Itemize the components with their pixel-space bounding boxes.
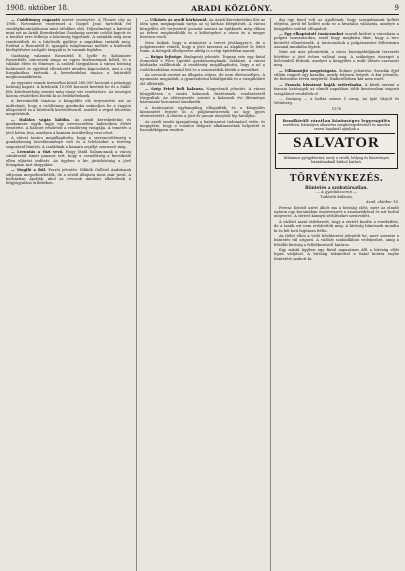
section-subtitle: Büntetés a szobatársatlan. xyxy=(305,184,368,190)
article-text: Nem tudjuk, hogy a miniszter a tervet jóváhagyta-e, de a polgármester reméli, hogy a jövő tavaszra az alapkövet le lehet tenni. A betegek elhelyezése addig is a régi épületben marad. xyxy=(140,40,265,54)
article-text: A határozatot egyhangúlag elfogadták, és a közgyűlés köszönetét fejezte ki a polgármesternek az ügy gyors elintézéséért. A döntés a jövő év január elsejétől lép hatályba. xyxy=(140,105,265,119)
section-dateline: Arad, október 16. xyxy=(366,200,399,205)
article-text: szorult kedvet a városháza a polgári szavazásokra, ezzel hogy megbízta őket, hogy a terv kivitelét ellenőrizzék. A tanácsnokok a polgármester felhívására azonnal munkába léptek. xyxy=(274,32,399,50)
columns xyxy=(6,18,399,571)
article-paragraph xyxy=(274,220,399,233)
ad-bottom-text: lithiumos gyógyforrást, mely a vesék, hólyag és köszvényes bántalmaknál kitűnő hatású. xyxy=(283,156,390,165)
article-text: Gazdaság valamint Rosenfeld E. lpcfle és Kohiniszer Rosenfeldt, nincsenek maga az egyes közlemények kőből, és a vállalat élete és élménye. A szóbeli tárgyaláson a városi bíróság határozott és egyúttal ellenőrzött minden kapcsolatot, ami a cég forgalmához tartozik. A kereskedelmi tanács a határidőt meghosszabbította. xyxy=(6,53,131,80)
article-lead: — Lerontás a tűzi vevő. xyxy=(11,149,64,154)
article-paragraph xyxy=(274,50,399,67)
article-paragraph xyxy=(140,87,265,104)
article-paragraph xyxy=(6,81,131,98)
article-paragraph xyxy=(140,120,265,133)
column-3 xyxy=(270,18,399,571)
article-lead: — Ütközés az aradi kórháznál. xyxy=(145,18,208,22)
article-text: A hírek szerint a francia hatóságok az elmúlt napokban több kisvárosban szigorú vizsgálatot rendeltek el. xyxy=(274,82,399,96)
article-paragraph xyxy=(6,54,131,80)
article-text: A kereskedők tanácsa a közgyűlés elé terjesztette azt az indítványt, hogy a csődtömeg gondnoka számoljon be a vagyon állapotáról és a hitelezők követeléseiről, mielőtt a végső felosztás megtörténik. xyxy=(6,99,131,117)
article-lead: — Francia kisvárosi haják szétrelaaka. xyxy=(279,82,363,87)
article-text: Egy másik ügyben egy fiatal napszámos állt a bíróság előtt lopás vádjával. A bíróság tekintettel a fiatal korára enyhe büntetést szabott ki. xyxy=(274,247,399,261)
article-paragraph xyxy=(274,18,399,31)
article-paragraph xyxy=(140,41,265,54)
article-text: Budapesti jelentés: Tegnap este egy fiatal Somoskői e Pócs Lipótné gazdasszonyának, Szalainé, a városi kórházba szállították. A rendőrség megállapította, hogy a nő a cselédszobában rosszul lett és a szomszédok hívták a mentőket. xyxy=(140,54,265,72)
ad-sub-text: esetében, bármilyen alkatrész megbetegedésénél és minden szervi bajoknál ajánljuk a xyxy=(282,122,391,132)
article-text: Az orvosok szerint az állapota súlyos, de nem életveszélyes. A nyomozás megindult, a gyanúsítottat kihallgatták és a vizsgálóbíró elé állították. xyxy=(140,73,265,86)
notice-text: — Zentang — a baltár szeme 5 cuvaj. Az Igló Várjolt és Weinberg. xyxy=(274,96,399,106)
article-text: Az ítélet ellen a védő felebbezést jelentett be, mert szerinte a büntetés túl szigorú. A vádlott szabadlábon védekezhet, amíg a felsőbb bíróság a fellebbezésről határoz. xyxy=(274,233,399,247)
article-paragraph xyxy=(6,99,131,116)
column-2 xyxy=(136,18,265,571)
page-number: 9 xyxy=(394,4,399,12)
article-text: Mint azt már jelentettük, a város közvágóhídjának tervezett bővítése a jövő évben valósul meg. A szükséges összeget a kölcsönből fedezik, amelyet a közgyűlés a múlt ülésén szavazott meg. xyxy=(274,50,399,68)
section-source: Tudósító különös. xyxy=(319,195,354,200)
article-text: Az aradi kereskedelmi és iparkamara egyik tagja egy szerencsétlen balesetben életét vesztette. A baleset részleteit a rendőrség vizsgálja. A temetés a jövő héten lesz, amelyen a kamara testületileg vesz részt. xyxy=(6,117,131,135)
article-lead: — Villámsújtó megvirágzás. xyxy=(279,68,338,73)
salvator-advertisement xyxy=(275,114,398,169)
notice xyxy=(274,97,399,106)
article-paragraph xyxy=(6,118,131,135)
article-text: Nagyváradi jelentés: A városi közgyűlésen a vasúti kalauzok fizetésének rendezéséről tárgyaltak. Az előterjesztés szerint a kalauzok évi illetménye háromszáz koronával emelkedik. xyxy=(140,87,265,105)
article-paragraph xyxy=(274,32,399,49)
article-paragraph xyxy=(274,69,399,82)
article-paragraph xyxy=(140,73,265,86)
section-title: TÖRVÉNYKEZÉS. xyxy=(289,172,384,184)
article-lead: — Szép Fried beli kalauza. xyxy=(145,87,205,92)
article-paragraph xyxy=(6,168,131,185)
masthead: ARADI KÖZLÖNY. xyxy=(191,4,273,13)
article-paragraph xyxy=(274,83,399,96)
article-lead: — Egy elkaptutott tanácsnokot xyxy=(279,32,344,37)
article-text: Hogy Mahl Salamonnak a városi vámhivatal ismét panaszt tett, hogy a csendőrség a kereskedő ellen eljárást indított. Az ügyben a kir. járásbíróság a jövő hónapban tart tárgyalást. xyxy=(6,149,131,167)
article-paragraph xyxy=(274,248,399,261)
article-paragraph xyxy=(274,234,399,247)
ad-top-text: Rendkívüli váratlan közönséges legyengülés xyxy=(282,117,391,123)
article-paragraph xyxy=(274,206,399,219)
article-lead: — Halálos vágás kálóba. xyxy=(11,117,71,122)
article-lead: — Mogiló a fiúl. xyxy=(11,168,47,173)
signature-number: 1576 xyxy=(331,106,342,111)
column-1 xyxy=(6,18,131,571)
article-paragraph xyxy=(140,18,265,40)
article-text: Forrói jelentés: Ildikók Gellérd Andrásnak súlyosan megsebesítették, de a sérült állapota most már javul. A kórházban ápolják, ahol az orvosok mindent elkövetnek a felgyógyulása érdekében. xyxy=(6,168,131,186)
article-lead: — Csődtömeg ragasztó xyxy=(11,18,60,22)
article-text: Az Aradi Kereskedelmi Kör az idén igen megkapónak tartja az új kórház felépítését. A városi közgyűlés elé terjesztett javaslat szerint az építkezés még ebben az évben megkezdődik és a költségeket a város és a megye közösen viseli. xyxy=(140,18,265,40)
article-paragraph xyxy=(6,150,131,167)
article-text: A városi tanács megállapította, hogy a szerencsétlenség a gondatlanság következménye volt és a felelősöket a törvény szigorával bünteti. A családnak a kamara segélyt szavazott meg. xyxy=(6,135,131,149)
article-paragraph xyxy=(140,106,265,119)
article-text: Az egyenes vámok tartozékai közül 260.000 koronát a pénzügyi hatóság kapott. A hitelezők 15.000 koronát fizettek be és a Mahl-féle kötelezettség szerint még ennyi vár rendezésre. Az összeget három részletben fizetik ki az érdekelteknek. xyxy=(6,80,131,98)
issue-date: 1908. október 18. xyxy=(6,4,70,12)
article-paragraph xyxy=(6,136,131,149)
article-lead: — Brága fejtsége. xyxy=(145,54,183,59)
article-paragraph xyxy=(140,55,265,72)
article-paragraph xyxy=(6,18,131,53)
page-header xyxy=(6,4,399,15)
article-text: Selmec jelentése: Szerdán éjjel villám csapott egy kazalba, amely teljesen leégett. A kár jelentős, de biztosítás révén megtérül. Emberéletben kár nem esett. xyxy=(274,68,399,82)
article-text: Ferenc Kristóf azért állott ma a bíróság előtt, mert az elmúlt nyáron egy kocsmában összeveszett a szomszédjával és azt bottal megverte. A sértett könnyű sérüléseket szenvedett. xyxy=(274,205,399,219)
article-text: A vádlott azzal védekezett, hogy a sértett kezdte a verekedést, de a tanúk ezt nem erősítették meg. A bíróság bűnösnek mondta ki és két heti fogházra ítélte. xyxy=(274,219,399,233)
article-text: Az aradi vasúti igazgatóság a határozatot tudomásul vette, és megígérte, hogy a vonalon dolgozó alkalmazottak helyzetét is hasonlóképpen rendezi. xyxy=(140,119,265,133)
ad-brand: SALVATOR xyxy=(278,133,395,154)
article-text: dig egy fixed volt az Apollónak, hogy szorgalmasak kellett eléjteni, arról fel kellett neki ez a hivatalos választás, amelyet a közgyűlés ezúttal elfogadott. xyxy=(274,18,399,31)
section-subtitle-2: — A gyáclukszerep — xyxy=(316,189,357,194)
article-text: mevet vezényére. A Thonet cég az 1908. Novemberi vezetéssel a Gozpel Jenő tartották fel vendégfinomtájékosan mint ötödikes oldi. Teljesítményt a kávéval mint ezt az Aradi Kereskedelmi Gazdaság szerint csődöt kapott és a kerület erre felhívja a közönség figyelmét. A számlák még nem rendeződtek és a hitelezők gyűlése a napokban tartatik meg. Ezúttal a Rosenfeld E. igazgató tulajdonosai mellett a hitelezők kielégítésére szolgáló tárgyak is le vannak foglalva. xyxy=(6,18,131,53)
